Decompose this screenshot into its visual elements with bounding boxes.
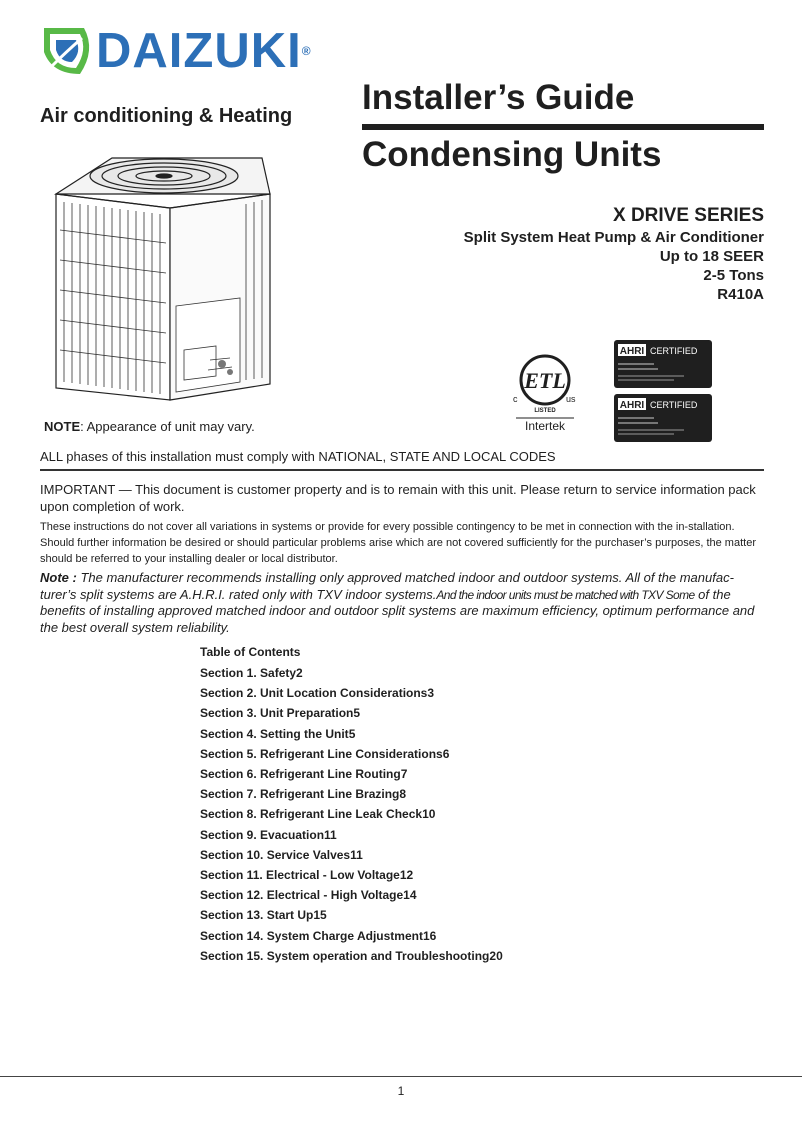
- toc-entry-label: Section 11. Electrical - Low Voltage: [200, 868, 400, 883]
- ahri-certified-badge-icon: [614, 394, 712, 442]
- toc-entry-label: Section 8. Refrigerant Line Leak Check: [200, 807, 423, 822]
- toc-entry-label: Section 9. Evacuation: [200, 827, 325, 842]
- toc-entry: [200, 744, 600, 764]
- spec-seer: Up to 18 SEER: [659, 248, 764, 265]
- toc-entry: [200, 865, 600, 885]
- toc-entry-label: Section 13. Start Up: [200, 908, 314, 923]
- ahri-label: AHRI: [619, 400, 645, 411]
- toc-entry: [200, 724, 600, 744]
- ahri-label: AHRI: [619, 346, 645, 357]
- toc-entry: [200, 804, 600, 824]
- toc-entry: [200, 683, 600, 703]
- title-divider: [362, 124, 764, 130]
- toc-entry-page: 20: [489, 948, 503, 963]
- manufacturer-note: [40, 570, 766, 636]
- spec-tonnage: 2-5 Tons: [703, 267, 764, 284]
- toc-entry-page: 10: [422, 807, 436, 822]
- brand-registered-mark: ®: [301, 44, 312, 58]
- spec-refrigerant: R410A: [717, 286, 764, 303]
- codes-compliance-line: ALL phases of this installation must comply with NATIONAL, STATE AND LOCAL CODES: [40, 449, 556, 464]
- toc-entry-page: 5: [353, 706, 361, 721]
- toc-entry: [200, 784, 600, 804]
- toc-entry-page: 12: [399, 868, 414, 883]
- toc-list: [200, 663, 600, 966]
- ahri-certified-badge-icon: [614, 340, 712, 388]
- toc-entry-label: Section 15. System operation and Troubleshooting: [200, 948, 490, 963]
- etl-listed-text: LISTED: [534, 408, 556, 414]
- series-spec-block: [464, 204, 764, 304]
- toc-entry-label: Section 3. Unit Preparation: [200, 706, 354, 721]
- toc-entry-page: 16: [422, 928, 437, 943]
- toc-entry-page: 14: [403, 888, 417, 903]
- note-label: NOTE: [44, 419, 81, 434]
- toc-entry: [200, 764, 600, 784]
- footer-divider: [0, 1076, 802, 1077]
- manufacturer-note-part2: And the indoor units must be matched with TXV Some: [436, 587, 695, 602]
- toc-entry: [200, 885, 600, 905]
- toc-entry: [200, 946, 600, 966]
- toc-entry-page: 7: [400, 767, 408, 782]
- toc-entry-label: Section 2. Unit Location Considerations: [200, 686, 428, 701]
- series-name: X DRIVE SERIES: [613, 205, 764, 226]
- page-subtitle: Condensing Units: [362, 135, 662, 174]
- toc-entry-page: 6: [442, 746, 450, 761]
- manufacturer-note-part3: of the benefits of installing approved matched indoor and outdoor split systems are maximum efficiency, optimum performance and the best overall system reliability.: [40, 586, 755, 635]
- toc-entry: [200, 703, 600, 723]
- toc-entry-label: Section 5. Refrigerant Line Considerations: [200, 746, 443, 761]
- toc-entry: [200, 926, 600, 946]
- ahri-certified-text: CERTIFIED: [650, 400, 698, 410]
- toc-entry-label: Section 6. Refrigerant Line Routing: [200, 767, 401, 782]
- manufacturer-note-part1: The manufacturer recommends installing only approved matched indoor and outdoor systems. All of the manufac-turer’s split systems are A.H.R.I. rated only with TXV indoor systems.: [40, 570, 734, 602]
- important-notice: IMPORTANT — This document is customer property and is to remain with this unit. Please return to service information pack upon completion of work.: [40, 482, 756, 514]
- manufacturer-note-lead: Note :: [40, 570, 77, 585]
- condensing-unit-illustration-icon: [50, 150, 276, 405]
- ahri-certified-text: CERTIFIED: [650, 346, 698, 356]
- etl-listed-intertek-logo-icon: [508, 348, 582, 434]
- brand-tagline: Air conditioning & Heating: [40, 105, 293, 127]
- toc-entry-page: 5: [348, 726, 356, 741]
- section-divider: [40, 469, 764, 471]
- toc-title: Table of Contents: [200, 645, 301, 659]
- toc-entry: [200, 825, 600, 845]
- toc-entry-label: Section 12. Electrical - High Voltage: [200, 888, 404, 903]
- page-title: Installer’s Guide: [362, 78, 635, 117]
- svg-text:ETL: ETL: [524, 368, 566, 393]
- page-number: 1: [397, 1084, 405, 1098]
- toc-entry-page: 11: [324, 827, 337, 842]
- etl-maker-text: Intertek: [524, 419, 566, 433]
- brand-wordmark: [96, 25, 312, 77]
- etl-us-mark: us: [566, 394, 576, 404]
- toc-entry-page: 2: [296, 666, 303, 680]
- instructions-disclaimer: These instructions do not cover all variations in systems or provide for every possible contingency to be met in connection with the in-stallation. Should further information be desired or should particular problems arise which are not covered sufficiently for the purchaser’s purposes, the matter should be referred to your installing dealer or local distributor.: [40, 521, 756, 565]
- toc-entry-page: 15: [313, 908, 327, 923]
- toc-entry-label: Section 1. Safety: [200, 666, 297, 680]
- toc-entry-label: Section 4. Setting the Unit: [200, 726, 349, 741]
- toc-entry-label: Section 7. Refrigerant Line Brazing: [200, 787, 400, 802]
- toc-entry-label: Section 14. System Charge Adjustment: [200, 928, 423, 943]
- toc-entry: [200, 905, 600, 925]
- toc-entry: [200, 845, 600, 865]
- toc-entry-label: Section 10. Service Valves: [200, 847, 351, 862]
- etl-c-mark: c: [513, 394, 518, 404]
- appearance-note: [44, 419, 255, 434]
- toc-entry-page: 8: [399, 787, 407, 802]
- toc-entry: [200, 663, 600, 683]
- toc-entry-page: 11: [350, 847, 363, 862]
- brand-name: DAIZUKI: [96, 24, 302, 78]
- spec-system-type: Split System Heat Pump & Air Conditioner: [463, 229, 764, 246]
- table-of-contents: [200, 644, 600, 966]
- note-text: : Appearance of unit may vary.: [80, 419, 255, 434]
- toc-entry-page: 3: [427, 686, 435, 701]
